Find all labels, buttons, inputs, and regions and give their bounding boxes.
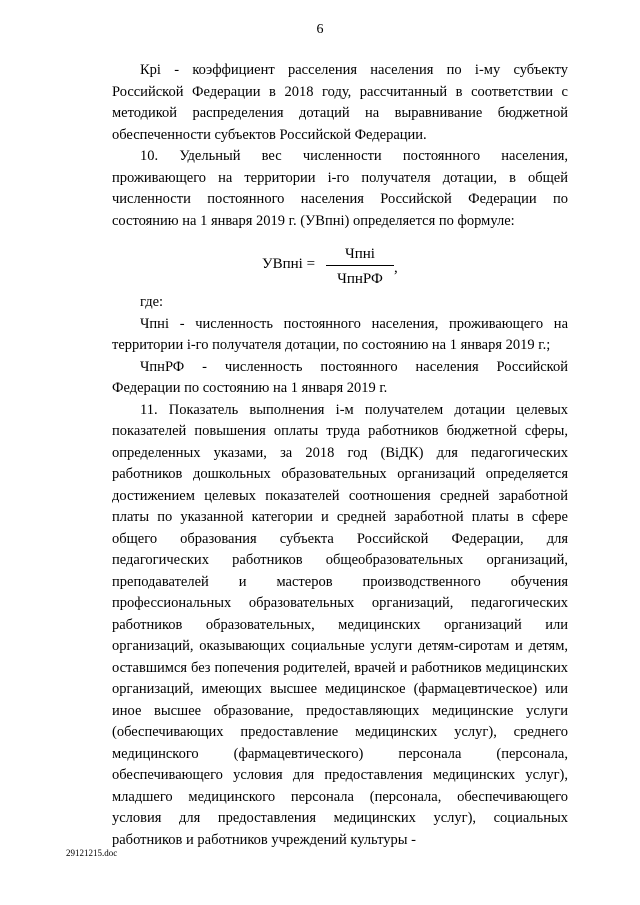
- fraction-bar: [326, 265, 394, 266]
- paragraph-chpnrf-definition: ЧпнРФ - численность постоянного населения Российской Федерации по состоянию на 1 января 2019 г.: [112, 358, 568, 396]
- text-block-top: [112, 60, 568, 232]
- footer-filename: 29121215.doc: [66, 848, 118, 858]
- formula-left-side: УВпнi =: [262, 256, 316, 272]
- paragraph-kr-definition: Крi - коэффициент расселения населения по i-му субъекту Российской Федерации в 2018 году, рассчитанный в соответствии с методикой распределения дотаций на выравнивание бюджетной обеспеченности субъектов Российской Федерации.: [112, 62, 568, 143]
- formula-denominator: ЧпнРФ: [337, 271, 383, 287]
- formula-uvpn: [262, 244, 402, 292]
- paragraph-chpn-definition: Чпнi - численность постоянного населения, проживающего на территории i-го получателя дотации, по состоянию на 1 января 2019 г.;: [112, 315, 568, 353]
- formula-numerator: Чпнi: [345, 246, 375, 262]
- text-block-bottom: [112, 292, 568, 851]
- paragraph-11: 11. Показатель выполнения i-м получателем дотации целевых показателей повышения оплаты труда работников бюджетной сферы, определенных указами, за 2018 год (ВiДК) для педагогических работников дошкольных образовательных организаций определяется достижением целевых показателей соотношения средней заработной платы по указанной категории и средней заработной платы в сфере общего образования субъекта Российской Федерации, для педагогических работников общеобразовательных организаций, преподавателей и мастеров производственного обучения профессиональных образовательных организаций, педагогических работников образовательных, медицинских организаций или организаций, оказывающих социальные услуги детям-сиротам и детям, оставшимся без попечения родителей, врачей и работников медицинских организаций, имеющих высшее медицинское (фармацевтическое) или иное высшее образование, предоставляющих медицинские услуги (обеспечивающих предоставление медицинских услуг), среднего медицинского (фармацевтического) персонала (персонала, обеспечивающего условия для предоставления медицинских услуг), младшего медицинского персонала (персонала, обеспечивающего условия для предоставления медицинских услуг), социальных работников и работников учреждений культуры -: [112, 401, 568, 848]
- where-label: где:: [140, 294, 164, 310]
- page-number: 6: [316, 22, 324, 37]
- paragraph-10: 10. Удельный вес численности постоянного населения, проживающего на территории i-го получателя дотации, в общей численности постоянного населения Российской Федерации по состоянию на 1 января 2019 г. (УВпнi) определяется по формуле:: [112, 148, 568, 229]
- formula-fraction: [326, 244, 394, 289]
- formula-comma: ,: [394, 260, 398, 276]
